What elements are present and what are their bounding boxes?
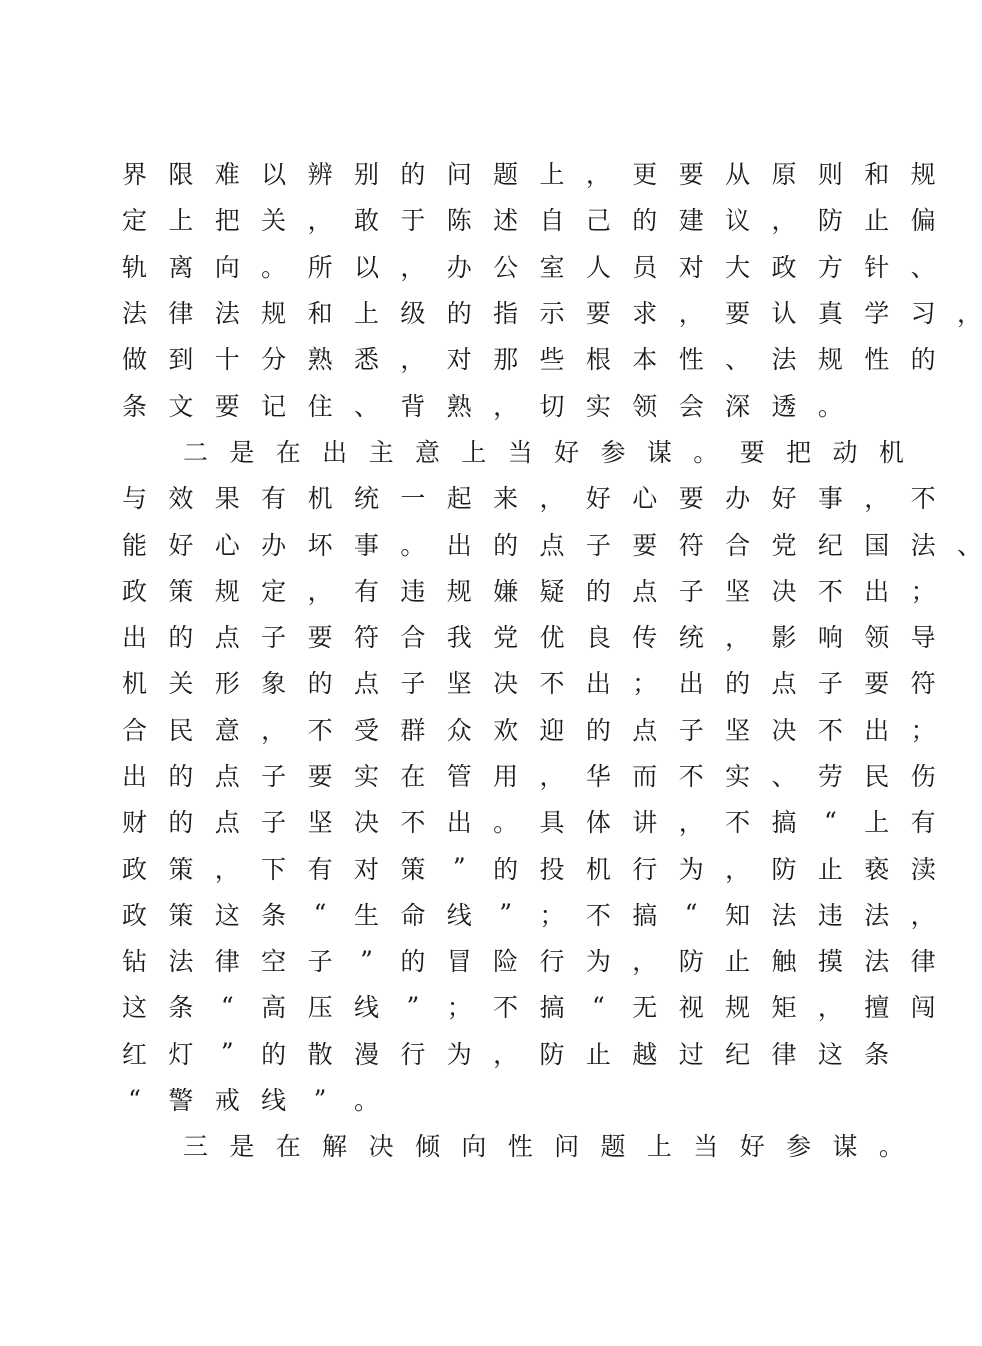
text-line: 这 条 “ 高 压 线 ” ； 不 搞 “ 无 视 规 矩 ， 擅 闯: [122, 991, 936, 1023]
text-line: 钻 法 律 空 子 ” 的 冒 险 行 为 ， 防 止 触 摸 法 律: [122, 945, 936, 977]
text-line: 条 文 要 记 住 、 背 熟 ， 切 实 领 会 深 透 。: [122, 391, 843, 421]
text-line: 三 是 在 解 决 倾 向 性 问 题 上 当 好 参 谋 。: [183, 1132, 904, 1162]
text-line: “ 警 戒 线 ” 。: [128, 1084, 379, 1116]
text-line: 与 效 果 有 机 统 一 起 来 ， 好 心 要 办 好 事 ， 不: [122, 484, 936, 514]
text-line: 法 律 法 规 和 上 级 的 指 示 要 求 ， 要 认 真 学 习 ，: [122, 299, 982, 329]
text-line: 政 策 ， 下 有 对 策 ” 的 投 机 行 为 ， 防 止 亵 渎: [122, 853, 936, 884]
text-line: 政 策 规 定 ， 有 违 规 嫌 疑 的 点 子 坚 决 不 出 ；: [122, 576, 936, 606]
text-line: 出 的 点 子 要 符 合 我 党 优 良 传 统 ， 影 响 领 导: [122, 623, 936, 653]
text-line: 能 好 心 办 坏 事 。 出 的 点 子 要 符 合 党 纪 国 法 、: [122, 530, 982, 560]
text-line: 出 的 点 子 要 实 在 管 用 ， 华 而 不 实 、 劳 民 伤: [122, 762, 936, 791]
text-line: 轨 离 向 。 所 以 ， 办 公 室 人 员 对 大 政 方 针 、: [122, 252, 936, 282]
text-line: 财 的 点 子 坚 决 不 出 。 具 体 讲 ， 不 搞 “ 上 有: [122, 806, 936, 838]
text-line: 做 到 十 分 熟 悉 ， 对 那 些 根 本 性 、 法 规 性 的: [122, 345, 936, 375]
text-line: 红 灯 ” 的 散 漫 行 为 ， 防 止 越 过 纪 律 这 条: [122, 1038, 890, 1069]
text-line: 政 策 这 条 “ 生 命 线 ” ； 不 搞 “ 知 法 违 法 ，: [122, 899, 936, 930]
text-line: 界 限 难 以 辨 别 的 问 题 上 ， 更 要 从 原 则 和 规: [122, 160, 936, 190]
text-line: 合 民 意 ， 不 受 群 众 欢 迎 的 点 子 坚 决 不 出 ；: [122, 715, 936, 745]
text-line: 机 关 形 象 的 点 子 坚 决 不 出 ； 出 的 点 子 要 符: [122, 669, 936, 699]
text-line: 二 是 在 出 主 意 上 当 好 参 谋 。 要 把 动 机: [183, 437, 904, 467]
document-body: [122, 150, 982, 1169]
text-line: 定 上 把 关 ， 敢 于 陈 述 自 己 的 建 议 ， 防 止 偏: [122, 206, 936, 236]
